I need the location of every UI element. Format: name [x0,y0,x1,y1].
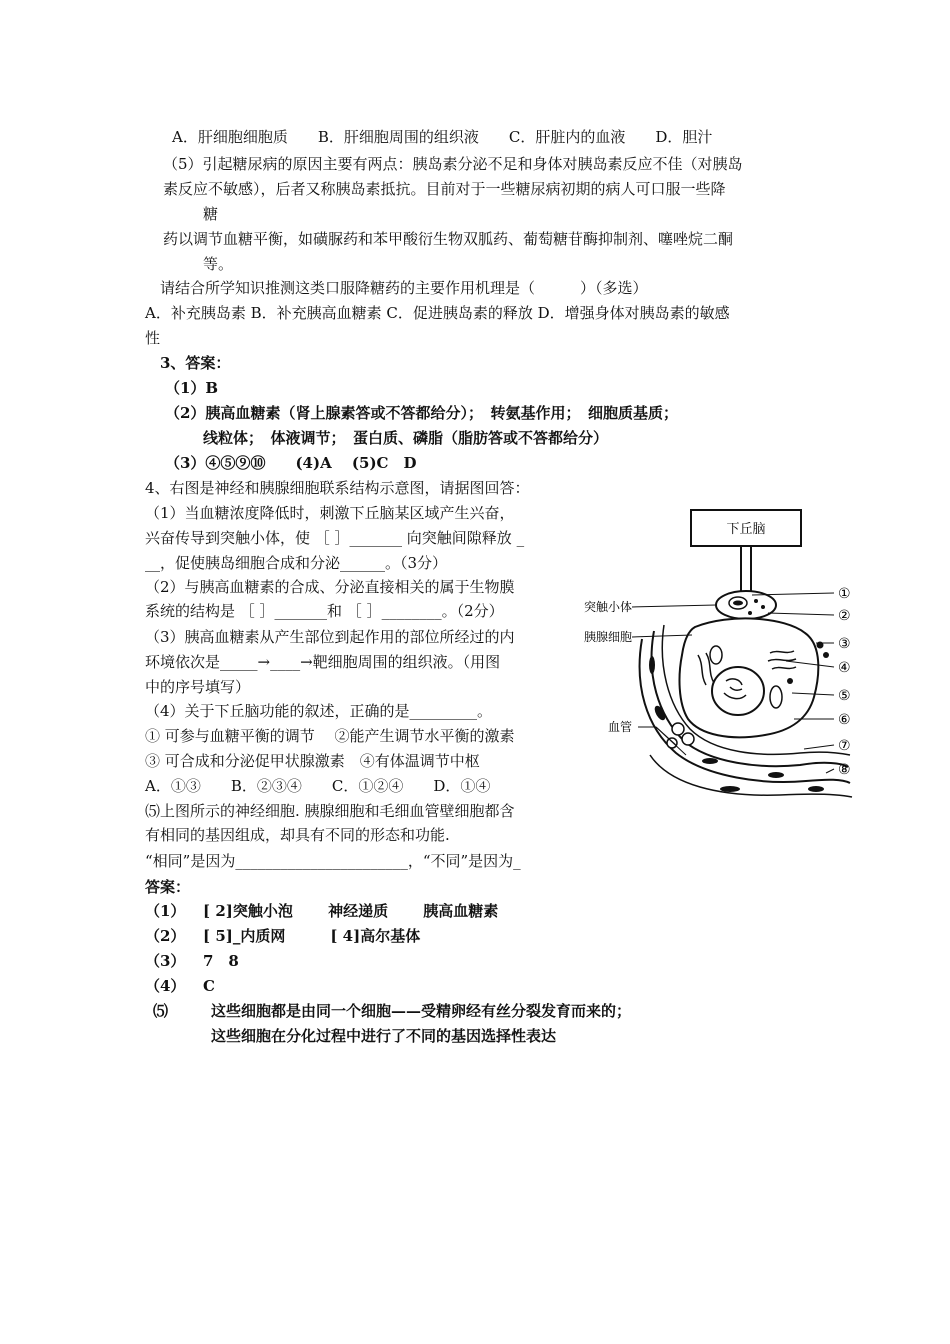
q3-5-line6: 请结合所学知识推测这类口服降糖药的主要作用机理是（ ）（多选） [160,279,648,297]
label-2: ② [838,608,851,624]
label-4: ④ [838,660,851,676]
label-8: ⑧ [838,762,851,778]
q4-line6: （3）胰高血糖素从产生部位到起作用的部位所经过的内 [145,628,515,646]
q3-5-line4: 药以调节血糖平衡，如磺脲药和苯甲酸衍生物双胍药、葡萄糖苷酶抑制剂、噻唑烷二酮 [163,230,734,248]
q4-line15: “相同”是因为_______________________，“不同”是因为_ [145,852,521,870]
synapse-label: 突触小体 [584,600,633,614]
q4-line8: 中的序号填写） [145,678,251,696]
q3-5-line1: （5）引起糖尿病的原因主要有两点：胰岛素分泌不足和身体对胰岛素反应不佳（对胰岛 [163,155,743,173]
q4-line1: （1）当血糖浓度降低时，刺激下丘脑某区域产生兴奋， [145,504,515,522]
q4-line5: 系统的结构是 ［ ］_______和 ［ ］________。（2分） [145,602,504,620]
answer4-5-num: ⑸ [153,1002,169,1020]
label-3: ③ [838,636,851,652]
vessel-label: 血管 [608,720,633,734]
answer4-1-num: （1） [145,902,186,920]
q4-line4: （2）与胰高血糖素的合成、分泌直接相关的属于生物膜 [145,578,515,596]
answer3-2b: 线粒体； 体液调节； 蛋白质、磷脂（脂肪答或不答都给分） [203,429,609,447]
q3-5-line3: 糖 [203,205,219,223]
answer4-4-num: （4） [145,977,186,995]
answer4-2: [ 5]_内质网 [ 4]高尔基体 [203,927,421,945]
q4-line2: 兴奋传导到突触小体，使 ［ ］_______ 向突触间隙释放 _ [145,529,525,547]
q4-line7: 环境依次是_____→____→靶细胞周围的组织液。（用图 [145,653,501,671]
q3-5-options: A．补充胰岛素 B．补充胰高血糖素 C．促进胰岛素的释放 D．增强身体对胰岛素的敏感 [145,304,730,322]
answer4-5b: 这些细胞在分化过程中进行了不同的基因选择性表达 [211,1027,557,1045]
blood-cell [672,723,684,735]
label-5: ⑤ [838,688,851,704]
label-7: ⑦ [838,738,851,754]
answer3-1: （1）B [165,379,219,397]
q4-line14: 有相同的基因组成，却具有不同的形态和功能. [145,826,450,844]
q4-line10: ① 可参与血糖平衡的调节 ②能产生调节水平衡的激素 [145,727,515,745]
pancreas-cell-label: 胰腺细胞 [584,630,633,644]
answer3-3: （3）④⑤⑨⑩ (4)A (5)C D [165,454,417,472]
q3-options: A．肝细胞细胞质 B．肝细胞周围的组织液 C．肝脏内的血液 D．胆汁 [172,128,713,146]
answer4-2-num: （2） [145,927,186,945]
q4-line9: （4）关于下丘脑功能的叙述，正确的是_________。 [145,702,493,720]
q4-title: 4、右图是神经和胰腺细胞联系结构示意图，请据图回答： [145,479,530,497]
answer4-3: 7 8 [203,952,239,970]
answer4-title: 答案： [145,878,191,896]
answer4-3-num: （3） [145,952,186,970]
answer3-title: 3、答案： [160,354,231,372]
q4-line13: ⑸上图所示的神经细胞. 胰腺细胞和毛细血管壁细胞都含 [145,802,515,820]
answer4-4: C [203,977,215,995]
q3-5-line2: 素反应不敏感），后者又称胰岛素抵抗。目前对于一些糖尿病初期的病人可口服一些降 [163,180,726,198]
q3-5-options-wrap: 性 [145,329,161,347]
q4-line3: __，促使胰岛细胞合成和分泌______。（3分） [145,554,448,572]
nucleus [712,667,764,715]
label-6: ⑥ [838,712,851,728]
q4-line12: A．①③ B．②③④ C．①②④ D．①④ [145,777,491,795]
hypothalamus-label: 下丘脑 [726,522,766,537]
answer3-2: （2）胰高血糖素（肾上腺素答或不答都给分）； 转氨基作用； 细胞质基质； [165,404,678,422]
answer4-5: 这些细胞都是由同一个细胞——受精卵经有丝分裂发育而来的； [211,1002,632,1020]
label-1: ① [838,586,851,602]
q4-line11: ③ 可合成和分泌促甲状腺激素 ④有体温调节中枢 [145,752,480,770]
cell-structure-figure [580,505,870,805]
answer4-1: [ 2]突触小泡 神经递质 胰高血糖素 [203,902,499,920]
q3-5-line5: 等。 [203,255,234,273]
